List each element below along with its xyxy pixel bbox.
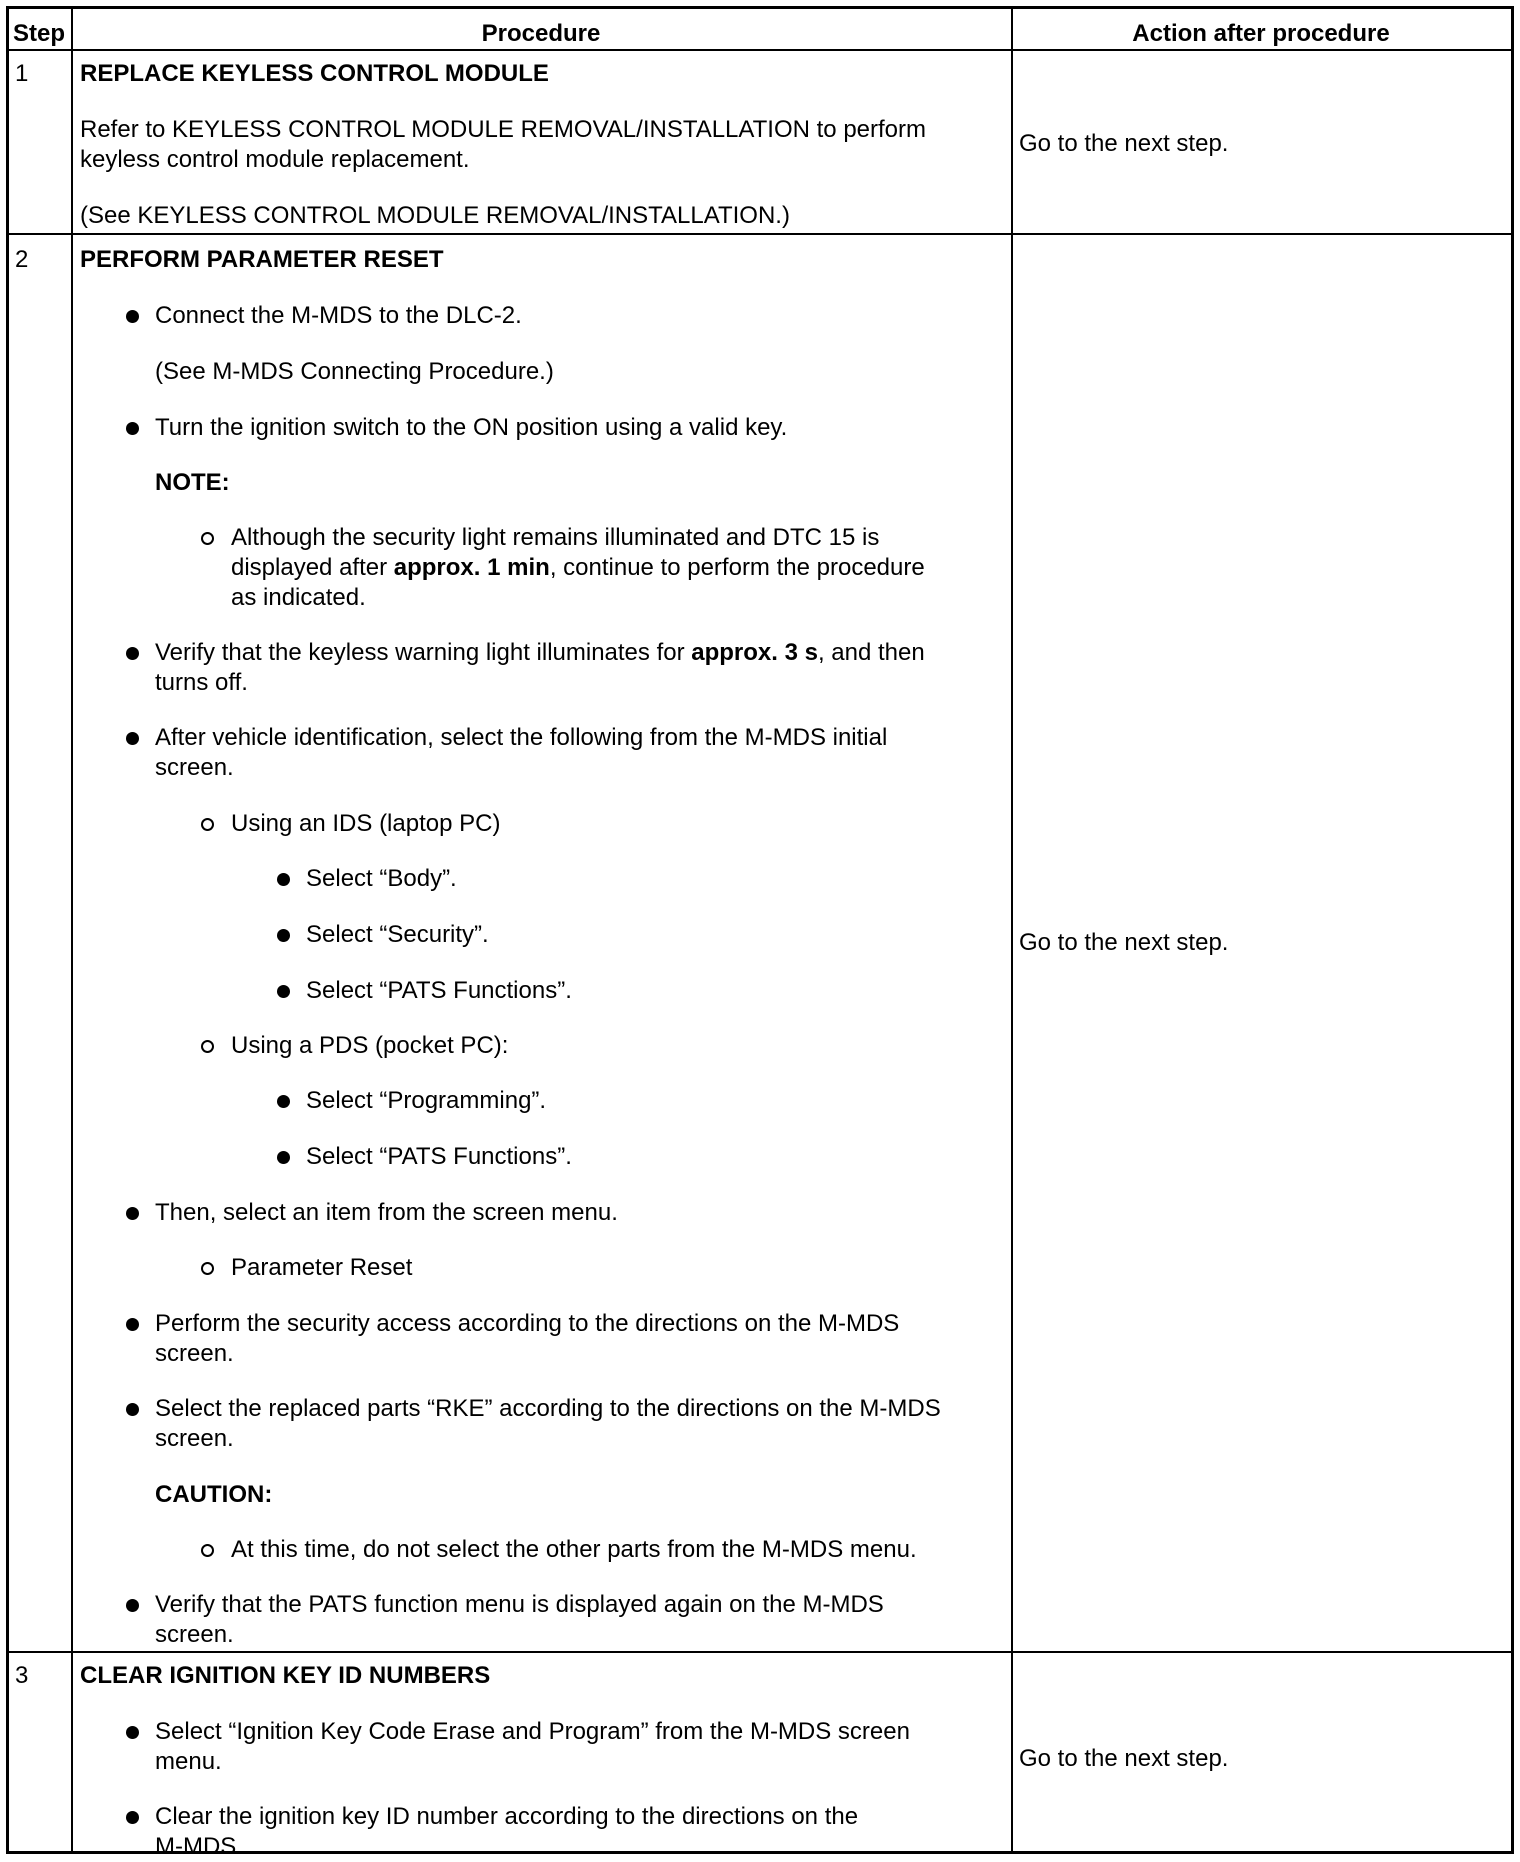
header-action: Action after procedure xyxy=(1132,20,1390,47)
bullet-icon xyxy=(126,647,139,660)
bullet-icon xyxy=(277,929,290,942)
bullet-text: turns off. xyxy=(155,669,248,696)
circle-bullet-icon xyxy=(201,1262,214,1275)
bullet-text: screen. xyxy=(155,1425,234,1452)
column-divider xyxy=(71,9,73,1851)
circle-bullet-icon xyxy=(201,1544,214,1557)
sub-item-text: Using an IDS (laptop PC) xyxy=(231,810,501,837)
caution-label: CAUTION: xyxy=(155,1481,273,1508)
action-text: Go to the next step. xyxy=(1019,929,1229,956)
procedure-text: (See KEYLESS CONTROL MODULE REMOVAL/INSTALLATION.) xyxy=(80,202,790,229)
bullet-icon xyxy=(277,873,290,886)
procedure-text: Refer to KEYLESS CONTROL MODULE REMOVAL/INSTALLATION to perform xyxy=(80,116,926,143)
bullet-text: screen. xyxy=(155,754,234,781)
bullet-text: Then, select an item from the screen menu. xyxy=(155,1199,618,1226)
bullet-text: screen. xyxy=(155,1340,234,1367)
caution-text: At this time, do not select the other parts from the M-MDS menu. xyxy=(231,1536,917,1563)
step-number: 1 xyxy=(15,60,29,87)
reference-text: (See M-MDS Connecting Procedure.) xyxy=(155,358,554,385)
step-number: 2 xyxy=(15,246,29,273)
bullet-icon xyxy=(126,310,139,323)
bullet-icon xyxy=(126,1318,139,1331)
bullet-icon xyxy=(277,1151,290,1164)
note-text: displayed after approx. 1 min, continue to perform the procedure xyxy=(231,554,925,581)
step-title: CLEAR IGNITION KEY ID NUMBERS xyxy=(80,1662,491,1689)
bullet-icon xyxy=(126,1403,139,1416)
bullet-icon xyxy=(126,1207,139,1220)
bullet-icon xyxy=(126,1599,139,1612)
bullet-icon xyxy=(126,422,139,435)
bullet-text: Select the replaced parts “RKE” according to the directions on the M-MDS xyxy=(155,1395,941,1422)
step-number: 3 xyxy=(15,1662,29,1689)
bullet-text: Connect the M-MDS to the DLC-2. xyxy=(155,302,522,329)
note-label: NOTE: xyxy=(155,469,230,496)
bullet-text: menu. xyxy=(155,1748,222,1775)
bullet-text: Verify that the PATS function menu is displayed again on the M-MDS xyxy=(155,1591,884,1618)
sub-sub-item-text: Select “PATS Functions”. xyxy=(306,1143,572,1170)
procedure-table xyxy=(6,6,1514,1860)
step-title: REPLACE KEYLESS CONTROL MODULE xyxy=(80,60,549,87)
header-step: Step xyxy=(13,20,66,47)
sub-item-text: Parameter Reset xyxy=(231,1254,413,1281)
sub-sub-item-text: Select “Programming”. xyxy=(306,1087,547,1114)
header-procedure: Procedure xyxy=(481,20,601,47)
step-title: PERFORM PARAMETER RESET xyxy=(80,246,444,273)
bullet-icon xyxy=(126,1726,139,1739)
bullet-icon xyxy=(126,732,139,745)
row-divider xyxy=(9,1651,1511,1653)
action-text: Go to the next step. xyxy=(1019,130,1229,157)
action-text: Go to the next step. xyxy=(1019,1745,1229,1772)
bullet-text: Verify that the keyless warning light illuminates for approx. 3 s, and then xyxy=(155,639,925,666)
bullet-text: After vehicle identification, select the following from the M-MDS initial xyxy=(155,724,888,751)
row-divider xyxy=(9,233,1511,235)
circle-bullet-icon xyxy=(201,532,214,545)
note-text: as indicated. xyxy=(231,584,366,611)
sub-sub-item-text: Select “Security”. xyxy=(306,921,489,948)
bullet-text: M-MDS. xyxy=(155,1833,243,1860)
bullet-text: Perform the security access according to the directions on the M-MDS xyxy=(155,1310,900,1337)
sub-sub-item-text: Select “Body”. xyxy=(306,865,457,892)
circle-bullet-icon xyxy=(201,1040,214,1053)
bullet-text: Turn the ignition switch to the ON position using a valid key. xyxy=(155,414,788,441)
bullet-icon xyxy=(277,985,290,998)
column-divider xyxy=(1011,9,1013,1851)
note-text: Although the security light remains illuminated and DTC 15 is xyxy=(231,524,880,551)
bullet-text: screen. xyxy=(155,1621,234,1648)
sub-sub-item-text: Select “PATS Functions”. xyxy=(306,977,572,1004)
procedure-text: keyless control module replacement. xyxy=(80,146,470,173)
bullet-text: Select “Ignition Key Code Erase and Program” from the M-MDS screen xyxy=(155,1718,910,1745)
sub-item-text: Using a PDS (pocket PC): xyxy=(231,1032,509,1059)
bullet-icon xyxy=(277,1095,290,1108)
bullet-text: Clear the ignition key ID number according to the directions on the xyxy=(155,1803,859,1830)
bullet-icon xyxy=(126,1811,139,1824)
circle-bullet-icon xyxy=(201,818,214,831)
header-divider xyxy=(9,49,1511,51)
